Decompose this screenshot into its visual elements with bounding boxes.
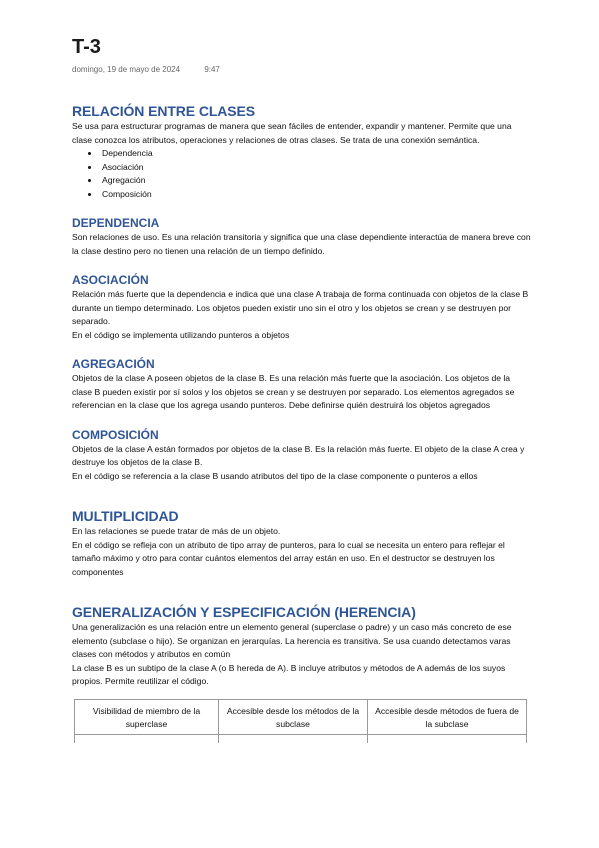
table-header-cell: Visibilidad de miembro de la superclase	[75, 699, 219, 734]
table-cell	[75, 734, 219, 743]
heading-relacion: RELACIÓN ENTRE CLASES	[72, 103, 256, 119]
heading-dependencia: DEPENDENCIA	[72, 216, 160, 230]
asociacion-text-1: Relación más fuerte que la dependencia e indica que una clase A trabaja de forma continuada con objetos de la clase B durante un tiempo determinado. Los objetos pueden existir uno sin el otro y los objetos se crean y se destruyen por separado.	[72, 289, 529, 326]
composicion-text-1: Objetos de la clase A están formados por objetos de la clase B. Es la relación más fuerte. El objeto de la clase A crea y destruye los objetos de la clase B.	[72, 443, 525, 467]
heading-generalizacion: GENERALIZACIÓN Y ESPECIFICACIÓN (HERENCIA)	[72, 604, 416, 620]
table-header-cell: Accesible desde los métodos de la subclase	[219, 699, 368, 734]
generalizacion-text-1: Una generalización es una relación entre un elemento general (superclase o padre) y un caso más concreto de ese elemento (subclase o hijo). Se organizan en jerarquías. La herencia es transitiva. Se usa cuando detectamos varas clases con métodos y atributos en común	[72, 622, 512, 659]
page-title: T-3	[72, 36, 101, 58]
heading-composicion: COMPOSICIÓN	[72, 427, 159, 442]
heading-asociacion: ASOCIACIÓN	[72, 273, 149, 287]
document-page	[72, 34, 532, 743]
table-row	[75, 734, 527, 743]
composicion-text-2: En el código se referencia a la clase B usando atributos del tipo de la clase componente o punteros a ellos	[72, 470, 478, 481]
multiplicidad-text-1: En las relaciones se puede tratar de más de un objeto.	[72, 526, 281, 536]
relacion-list	[72, 147, 532, 201]
visibility-table	[74, 699, 527, 743]
table-cell	[368, 734, 527, 743]
list-item: • Dependencia	[100, 147, 532, 161]
heading-agregacion: AGREGACIÓN	[72, 357, 155, 371]
list-item: • Composición	[100, 188, 532, 202]
generalizacion-text-2: La clase B es un subtipo de la clase A (o B hereda de A). B incluye atributos y métodos de A además de los suyos propios. Permite reutilizar el código.	[72, 662, 506, 686]
dependencia-text: Son relaciones de uso. Es una relación transitoria y significa que una clase dependiente interactúa de manera breve con la clase destino pero no tienen una relación de un tiempo definido.	[72, 232, 531, 256]
table-cell	[219, 734, 368, 743]
table-header-row	[75, 699, 527, 734]
heading-multiplicidad: MULTIPLICIDAD	[72, 508, 179, 524]
multiplicidad-text-2: En el código se refleja con un atributo de tipo array de punteros, para lo cual se necesita un entero para reflejar el tamaño máximo y otro para contar cuántos elementos del array están en uso. En el destructor se destruyen los componentes	[72, 539, 505, 577]
page-time: 9:47	[204, 65, 220, 74]
asociacion-text-2: En el código se implementa utilizando punteros a objetos	[72, 329, 290, 340]
relacion-text: Se usa para estructurar programas de manera que sean fáciles de entender, expandir y mantener. Permite que una clase conozca los atributos, operaciones y relaciones de otras clases. Se trata de una conexión semántica.	[72, 121, 512, 145]
list-item: • Agregación	[100, 174, 532, 188]
table-header-cell: Accesible desde métodos de fuera de la subclase	[368, 699, 527, 734]
list-item: • Asociación	[100, 161, 532, 175]
agregacion-text: Objetos de la clase A poseen objetos de la clase B. Es una relación más fuerte que la asociación. Los objetos de la clase B pueden existir por sí solos y los objetos se crean y se destruyen por separado. Los elementos agregados se referencian en la clase que los agrega usando punteros. Debe definirse quién destruirá los objetos agregados	[72, 373, 515, 410]
page-date: domingo, 19 de mayo de 2024	[72, 65, 181, 74]
page-meta	[72, 64, 532, 76]
